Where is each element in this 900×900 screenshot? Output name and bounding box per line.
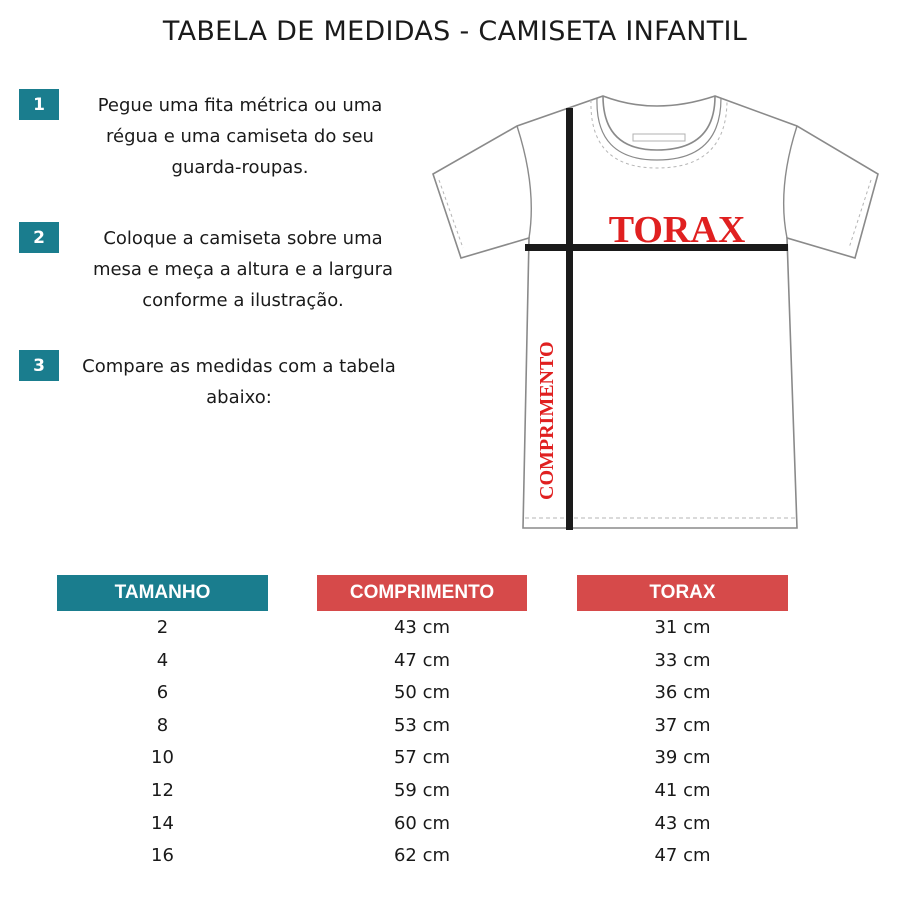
step-2-line-3: conforme a ilustração. bbox=[142, 290, 344, 311]
step-1-line-2: régua e uma camiseta do seu bbox=[106, 126, 374, 147]
table-cell: 16 bbox=[151, 845, 174, 867]
table-cell: 10 bbox=[151, 747, 174, 769]
table-cell: 47 cm bbox=[654, 845, 711, 867]
chest-label: TORAX bbox=[608, 209, 746, 251]
table-cell: 43 cm bbox=[654, 812, 711, 834]
table-cell: 47 cm bbox=[393, 649, 451, 671]
header-length: COMPRIMENTO bbox=[317, 575, 527, 611]
table-cell: 14 bbox=[151, 812, 174, 834]
step-1-text bbox=[70, 90, 410, 183]
table-cell: 39 cm bbox=[654, 747, 711, 769]
label-tag-icon bbox=[633, 134, 685, 141]
table-cell: 41 cm bbox=[654, 779, 711, 801]
length-label: COMPRIMENTO bbox=[536, 341, 558, 500]
header-size: TAMANHO bbox=[57, 575, 268, 611]
length-column bbox=[317, 612, 527, 873]
length-measure-line bbox=[566, 108, 573, 530]
header-chest: TORAX bbox=[577, 575, 788, 611]
step-1-line-1: Pegue uma fita métrica ou uma bbox=[97, 95, 383, 116]
table-cell: 53 cm bbox=[393, 714, 451, 736]
table-cell: 43 cm bbox=[393, 617, 451, 638]
table-cell: 31 cm bbox=[654, 617, 711, 638]
step-2-line-1: Coloque a camiseta sobre uma bbox=[103, 228, 383, 249]
step-3-text bbox=[64, 351, 414, 413]
table-cell: 60 cm bbox=[393, 812, 451, 834]
table-cell: 37 cm bbox=[654, 714, 711, 736]
step-1-badge: 1 bbox=[19, 89, 59, 120]
step-2-badge: 2 bbox=[19, 222, 59, 253]
table-cell: 8 bbox=[156, 714, 169, 736]
chest-column bbox=[577, 612, 788, 873]
step-1-line-3: guarda-roupas. bbox=[171, 157, 309, 178]
table-cell: 33 cm bbox=[654, 649, 711, 671]
step-3-badge: 3 bbox=[19, 350, 59, 381]
size-column bbox=[57, 612, 268, 873]
step-3-line-1: Compare as medidas com a tabela bbox=[82, 356, 396, 377]
table-cell: 57 cm bbox=[393, 747, 451, 769]
step-3-line-2: abaixo: bbox=[206, 387, 272, 408]
step-2-line-2: mesa e meça a altura e a largura bbox=[92, 259, 394, 280]
table-cell: 50 cm bbox=[393, 682, 451, 704]
tshirt-outline-icon bbox=[433, 96, 878, 528]
table-cell: 62 cm bbox=[393, 845, 451, 867]
table-cell: 2 bbox=[156, 617, 169, 638]
table-cell: 12 bbox=[151, 779, 174, 801]
table-cell: 59 cm bbox=[393, 779, 451, 801]
table-cell: 4 bbox=[156, 649, 169, 671]
table-cell: 6 bbox=[156, 682, 169, 704]
step-2-text bbox=[66, 223, 420, 316]
page-title: TABELA DE MEDIDAS - CAMISETA INFANTIL bbox=[162, 16, 748, 47]
table-cell: 36 cm bbox=[654, 682, 711, 704]
tshirt-illustration bbox=[425, 88, 885, 548]
